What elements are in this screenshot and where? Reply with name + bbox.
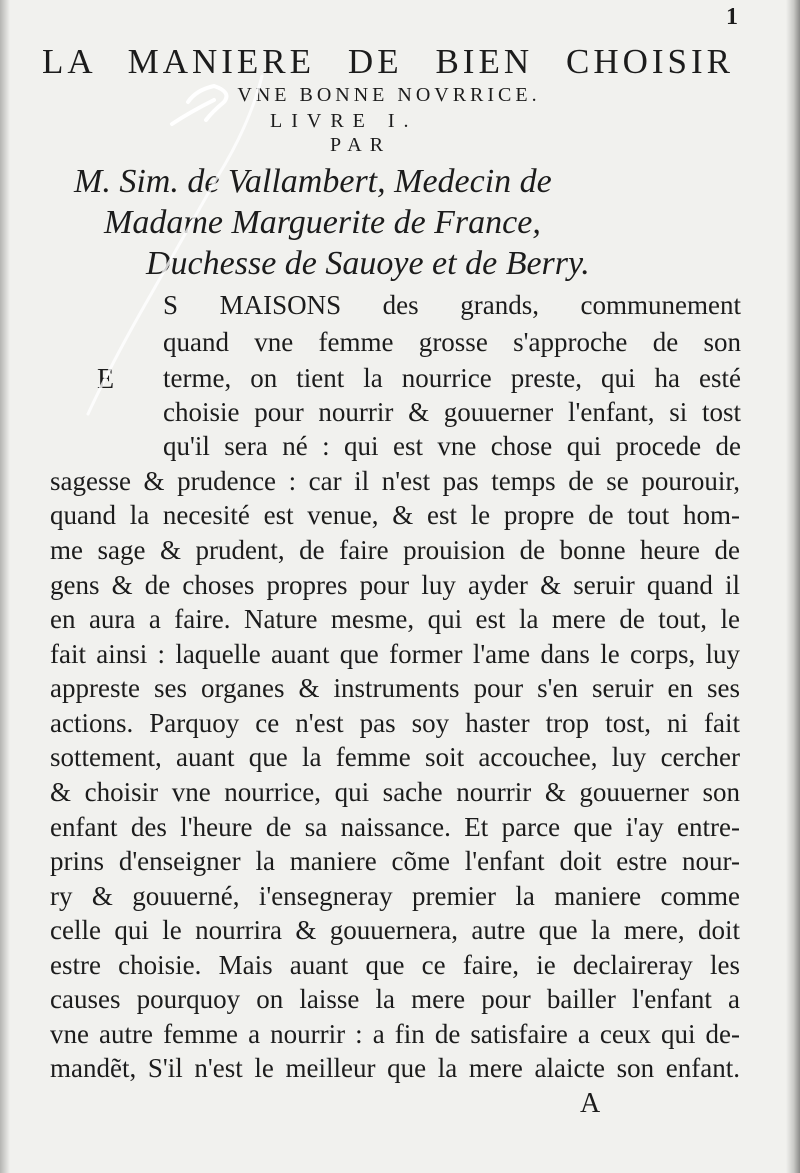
body-line: quand la necesité est venue, & est le propre de tout hom- [50,500,740,530]
body-line: en aura a faire. Nature mesme, qui est la mere de tout, le [50,604,740,634]
author-line-1: M. Sim. de Vallambert, Medecin de [74,163,552,200]
page-edge [786,0,800,1173]
binding-gutter [0,0,10,1173]
body-line: estre choisie. Mais auant que ce faire, ie declaireray les [50,950,740,980]
body-line: me sage & prudent, de faire prouision de bonne heure de [50,535,740,565]
body-line: terme, on tient la nourrice preste, qui ha esté [163,363,741,393]
folio-number: 1 [726,4,738,30]
author-line-2: Madame Marguerite de France, [104,204,541,241]
title-line-1: LA MANIERE DE BIEN CHOISIR [42,42,734,81]
body-line: & choisir vne nourrice, qui sache nourrir & gouuerner son [50,777,740,807]
title-line-2: VNE BONNE NOVRRICE. [237,84,541,106]
body-line: S MAISONS des grands, communement [163,290,741,320]
drop-cap: E [97,364,115,395]
body-line: quand vne femme grosse s'approche de son [163,327,741,357]
signature-mark: A [580,1088,601,1119]
body-line: qu'il sera né : qui est vne chose qui procede de [163,431,741,461]
body-line: fait ainsi : laquelle auant que former l'ame dans le corps, luy [50,639,740,669]
body-line: celle qui le nourrira & gouuernera, autre que la mere, doit [50,915,740,945]
body-line: choisie pour nourrir & gouuerner l'enfant, si tost [163,397,741,427]
book-number: LIVRE I. [270,110,418,132]
title-par: PAR [330,134,392,156]
body-line: enfant des l'heure de sa naissance. Et parce que i'ay entre- [50,812,740,842]
body-line: sagesse & prudence : car il n'est pas temps de se pourouir, [50,466,740,496]
body-line: vne autre femme a nourrir : a fin de satisfaire a ceux qui de- [50,1019,740,1049]
body-line: prins d'enseigner la maniere cõme l'enfant doit estre nour- [50,846,740,876]
body-line: causes pourquoy on laisse la mere pour bailler l'enfant a [50,984,740,1014]
author-line-3: Duchesse de Sauoye et de Berry. [146,245,590,282]
body-line: ry & gouuerné, i'ensegneray premier la maniere comme [50,881,740,911]
body-line: gens & de choses propres pour luy ayder & seruir quand il [50,570,740,600]
body-line: sottement, auant que la femme soit accouchee, luy cercher [50,742,740,772]
body-line: actions. Parquoy ce n'est pas soy haster trop tost, ni fait [50,708,740,738]
body-line: appreste ses organes & instruments pour s'en seruir en ses [50,673,740,703]
body-line: mandẽt, S'il n'est le meilleur que la mere alaicte son enfant. [50,1053,740,1083]
